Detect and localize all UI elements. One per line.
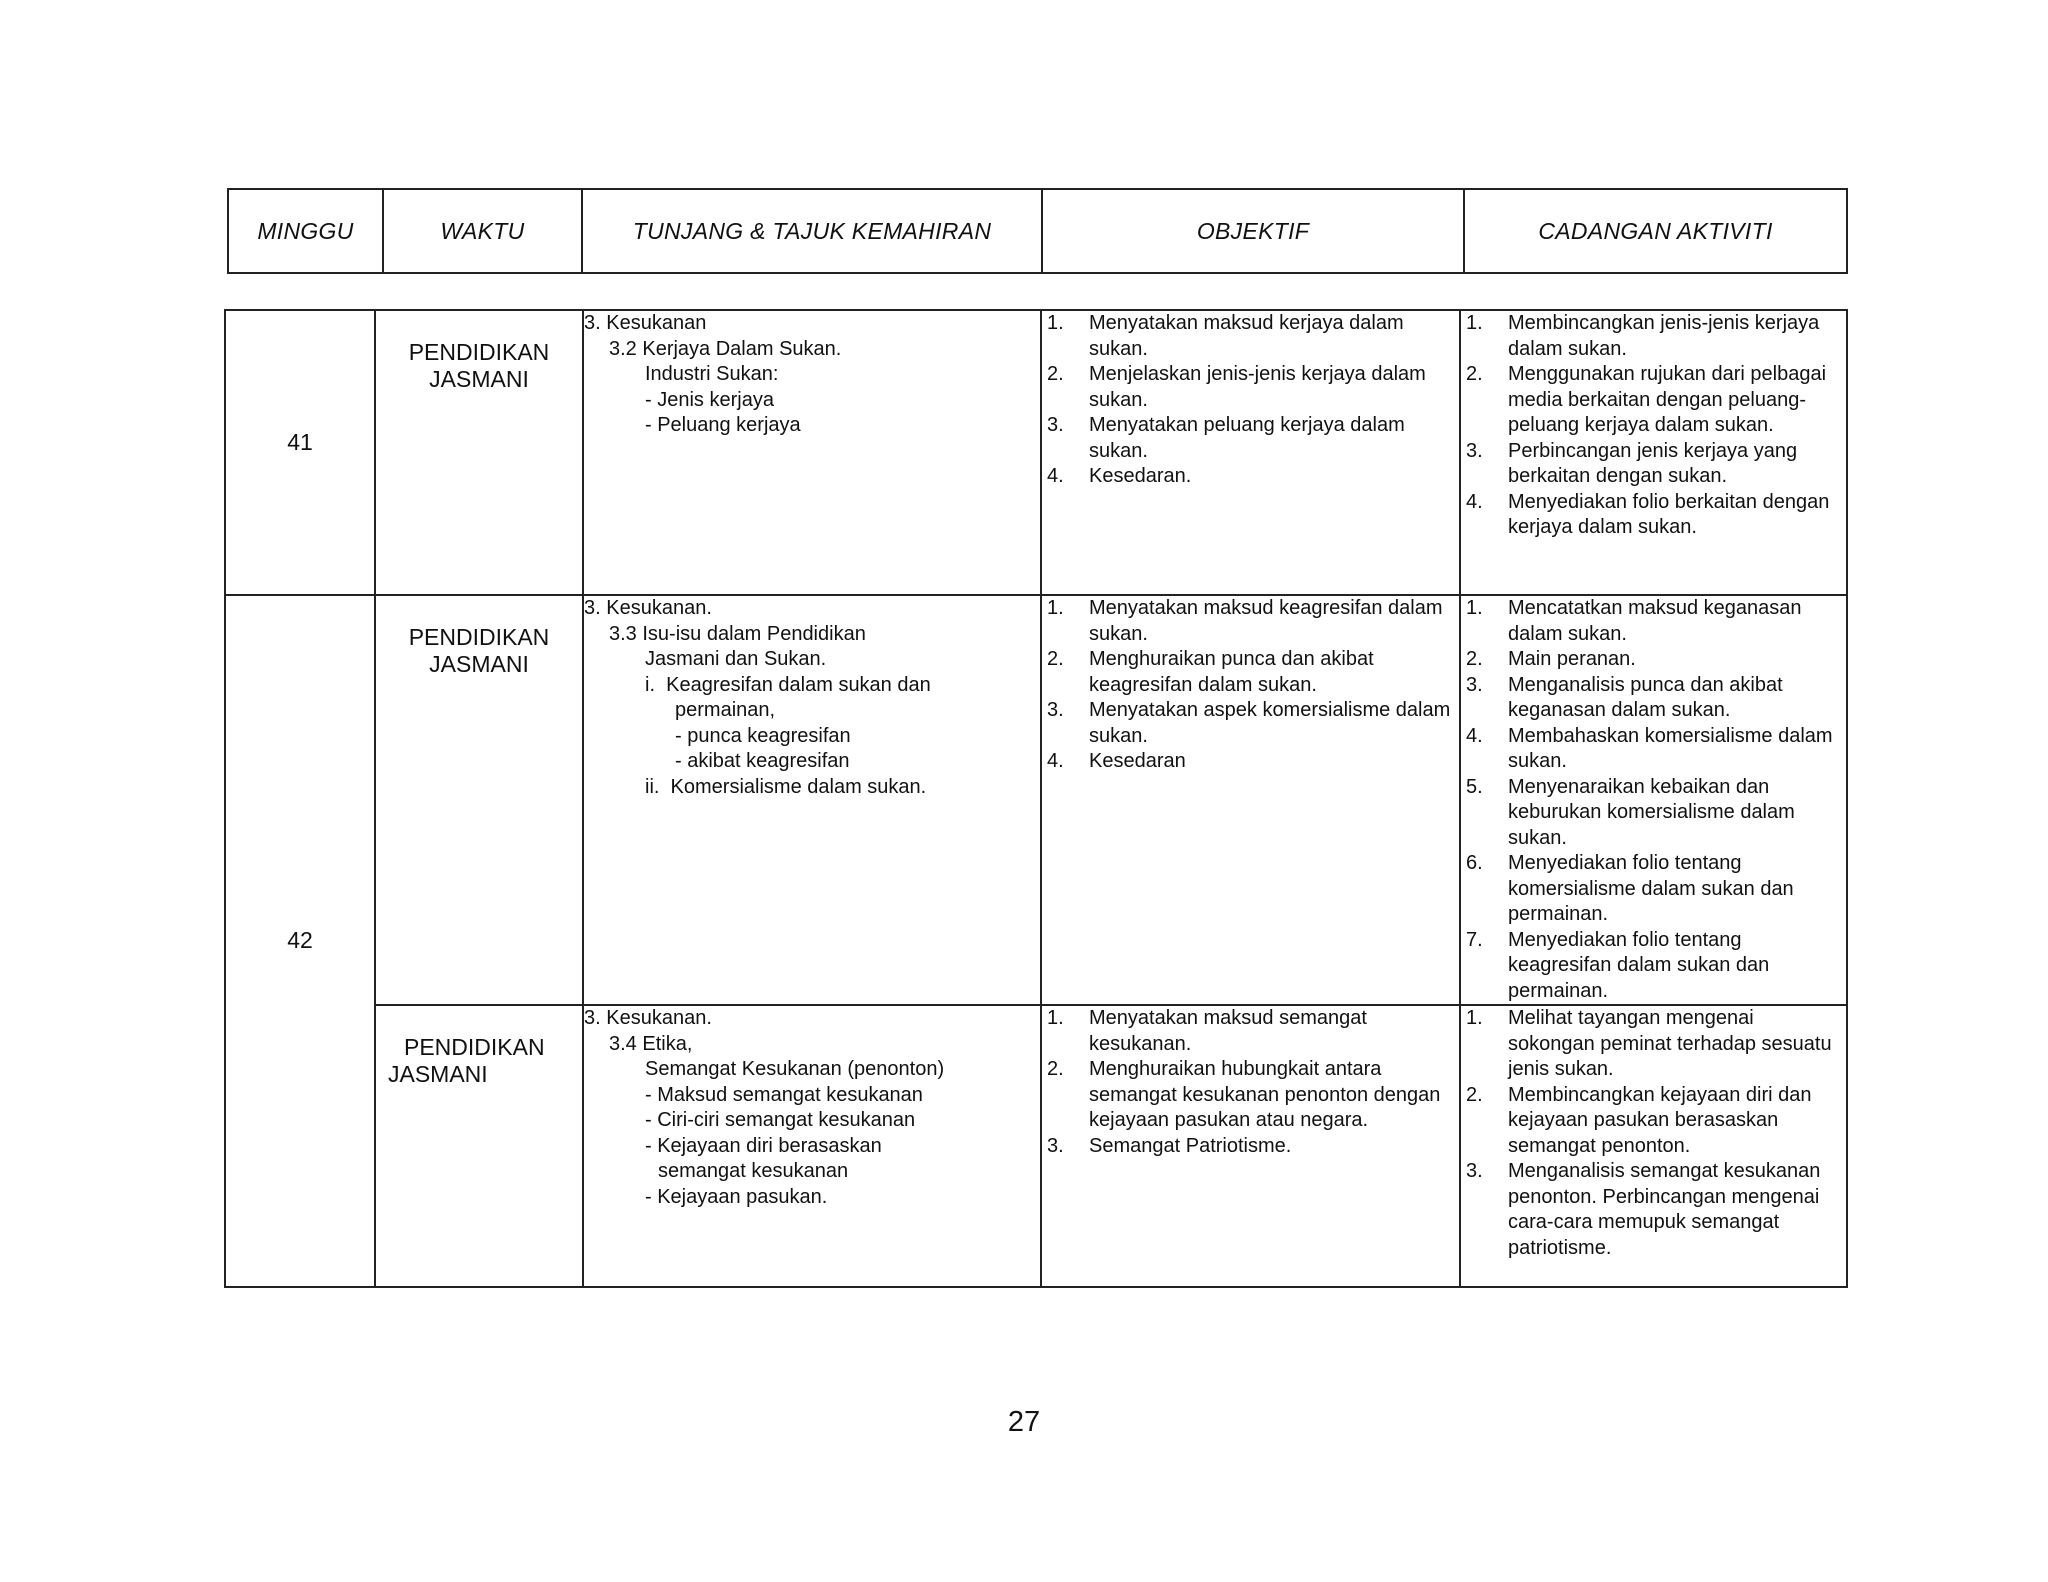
list-item — [1466, 439, 1842, 490]
subject-cell — [375, 595, 583, 1005]
item-number: 6. — [1466, 852, 1483, 874]
subject-line: PENDIDIKAN — [408, 339, 550, 365]
week-cell — [225, 595, 375, 1287]
item-number: 1. — [1047, 1007, 1064, 1029]
tajuk-line: Jasmani dan Sukan. — [645, 648, 827, 670]
item-text: Main peranan. — [1508, 648, 1636, 670]
tajuk-line: - Jenis kerjaya — [645, 388, 774, 411]
list-item — [1466, 1006, 1842, 1083]
tajuk-line: 3. Kesukanan. — [584, 597, 712, 619]
item-number: 7. — [1466, 928, 1483, 951]
week-number: 42 — [287, 927, 313, 954]
list-item — [1047, 311, 1455, 362]
tajuk-line: - punca keagresifan — [675, 724, 851, 747]
item-text: Menyenaraikan kebaikan dan keburukan komersialisme dalam sukan. — [1508, 775, 1795, 849]
list-item — [1466, 362, 1842, 439]
aktiviti-cell — [1460, 595, 1847, 1005]
tajuk-line: Industri Sukan: — [645, 363, 779, 385]
objektif-list — [1042, 596, 1459, 775]
objektif-cell — [1041, 1005, 1460, 1287]
header-table — [227, 188, 1848, 274]
list-item — [1466, 928, 1842, 1005]
table-row — [225, 1005, 1847, 1287]
item-number: 2. — [1466, 1083, 1483, 1106]
item-text: Menjelaskan jenis-jenis kerjaya dalam sukan. — [1089, 363, 1426, 411]
item-number: 1. — [1047, 597, 1064, 619]
subject-line: PENDIDIKAN — [408, 624, 550, 650]
header-row — [228, 189, 1847, 273]
objektif-cell — [1041, 595, 1460, 1005]
item-number: 4. — [1047, 465, 1064, 487]
list-item — [1466, 596, 1842, 647]
item-number: 4. — [1466, 490, 1483, 513]
tajuk-line: - Ciri-ciri semangat kesukanan — [645, 1109, 916, 1131]
tajuk-line: 3.4 Etika, — [609, 1032, 693, 1055]
page-number: 27 — [1007, 1406, 1041, 1438]
item-number: 3. — [1466, 673, 1483, 696]
tajuk-line: - Maksud semangat kesukanan — [645, 1083, 923, 1106]
header-waktu: WAKTU — [383, 189, 582, 273]
tajuk-cell — [583, 310, 1041, 595]
list-item — [1466, 724, 1842, 775]
item-number: 3. — [1047, 414, 1064, 436]
list-item — [1466, 1159, 1842, 1261]
aktiviti-cell — [1460, 310, 1847, 595]
table-row — [225, 595, 1847, 1005]
item-number: 1. — [1047, 312, 1064, 334]
tajuk-line: semangat kesukanan — [658, 1160, 849, 1182]
list-item — [1047, 1057, 1455, 1134]
list-item — [1047, 362, 1455, 413]
tajuk-line: - Kejayaan pasukan. — [645, 1185, 828, 1208]
tajuk-line: Semangat Kesukanan (penonton) — [645, 1058, 945, 1080]
subject-line: JASMANI — [429, 651, 529, 677]
aktiviti-list — [1461, 596, 1846, 1004]
list-item — [1047, 698, 1455, 749]
tajuk-line: permainan, — [675, 699, 776, 721]
subject-line: JASMANI — [388, 1061, 488, 1087]
subject-cell — [375, 310, 583, 595]
list-item — [1466, 775, 1842, 852]
item-number: 2. — [1047, 1058, 1064, 1080]
tajuk-cell — [583, 595, 1041, 1005]
list-item — [1047, 1006, 1455, 1057]
objektif-list — [1042, 311, 1459, 490]
tajuk-line: - akibat keagresifan — [675, 750, 850, 772]
list-item — [1466, 1083, 1842, 1160]
list-item — [1466, 490, 1842, 541]
tajuk-line: 3. Kesukanan — [584, 312, 707, 334]
list-item — [1047, 1134, 1455, 1160]
aktiviti-list — [1461, 1006, 1846, 1261]
item-text: Menyatakan maksud keagresifan dalam sukan. — [1089, 597, 1443, 645]
subject-line: PENDIDIKAN — [404, 1034, 545, 1060]
syllabus-table — [224, 309, 1848, 1288]
tajuk-line: i. Keagresifan dalam sukan dan — [645, 673, 931, 696]
list-item — [1047, 464, 1455, 490]
item-text: Menyediakan folio tentang komersialisme dalam sukan dan permainan. — [1508, 852, 1794, 925]
item-text: Mencatatkan maksud keganasan dalam sukan. — [1508, 597, 1802, 645]
list-item — [1466, 647, 1842, 673]
list-item — [1466, 673, 1842, 724]
objektif-cell — [1041, 310, 1460, 595]
objektif-list — [1042, 1006, 1459, 1159]
item-text: Menyatakan maksud semangat kesukanan. — [1089, 1007, 1367, 1055]
header-objektif: OBJEKTIF — [1042, 189, 1464, 273]
item-number: 3. — [1047, 699, 1064, 721]
list-item — [1466, 851, 1842, 928]
item-number: 2. — [1466, 363, 1483, 385]
item-text: Menggunakan rujukan dari pelbagai media berkaitan dengan peluang-peluang kerjaya dalam sukan. — [1508, 363, 1827, 436]
week-number: 41 — [287, 428, 313, 455]
item-number: 3. — [1466, 439, 1483, 462]
tajuk-line: - Kejayaan diri berasaskan — [645, 1134, 882, 1157]
list-item — [1047, 647, 1455, 698]
item-text: Kesedaran. — [1089, 465, 1192, 487]
item-text: Semangat Patriotisme. — [1089, 1134, 1292, 1157]
tajuk-cell — [583, 1005, 1041, 1287]
item-number: 4. — [1466, 724, 1483, 747]
list-item — [1466, 311, 1842, 362]
item-text: Melihat tayangan mengenai sokongan peminat terhadap sesuatu jenis sukan. — [1508, 1007, 1832, 1080]
tajuk-line: 3.2 Kerjaya Dalam Sukan. — [609, 337, 842, 360]
header-tunjang: TUNJANG & TAJUK KEMAHIRAN — [582, 189, 1042, 273]
aktiviti-list — [1461, 311, 1846, 541]
item-text: Menyatakan maksud kerjaya dalam sukan. — [1089, 312, 1404, 360]
list-item — [1047, 749, 1455, 775]
item-text: Membahaskan komersialisme dalam sukan. — [1508, 724, 1833, 772]
item-number: 2. — [1047, 648, 1064, 670]
tajuk-line: 3.3 Isu-isu dalam Pendidikan — [609, 622, 866, 645]
tajuk-line: ii. Komersialisme dalam sukan. — [645, 775, 927, 798]
item-number: 1. — [1466, 597, 1483, 619]
item-number: 4. — [1047, 750, 1064, 772]
item-number: 3. — [1047, 1134, 1064, 1157]
list-item — [1047, 596, 1455, 647]
tajuk-line: - Peluang kerjaya — [645, 414, 801, 436]
item-text: Membincangkan jenis-jenis kerjaya dalam sukan. — [1508, 312, 1820, 360]
header-minggu: MINGGU — [228, 189, 383, 273]
item-text: Menganalisis semangat kesukanan penonton. Perbincangan mengenai cara-cara memupuk semangat patriotisme. — [1508, 1160, 1821, 1259]
list-item — [1047, 413, 1455, 464]
aktiviti-cell — [1460, 1005, 1847, 1287]
item-text: Menyediakan folio tentang keagresifan dalam sukan dan permainan. — [1508, 928, 1770, 1002]
item-text: Menyatakan aspek komersialisme dalam sukan. — [1089, 699, 1451, 747]
item-text: Perbincangan jenis kerjaya yang berkaitan dengan sukan. — [1508, 439, 1798, 487]
item-number: 2. — [1047, 363, 1064, 385]
item-text: Menyediakan folio berkaitan dengan kerjaya dalam sukan. — [1508, 490, 1830, 538]
tajuk-line: 3. Kesukanan. — [584, 1007, 712, 1029]
subject-cell — [375, 1005, 583, 1287]
item-text: Menghuraikan punca dan akibat keagresifan dalam sukan. — [1089, 648, 1374, 696]
item-text: Menghuraikan hubungkait antara semangat kesukanan penonton dengan kejayaan pasukan atau negara. — [1089, 1058, 1441, 1131]
item-number: 1. — [1466, 312, 1483, 334]
subject-line: JASMANI — [429, 366, 529, 392]
item-number: 5. — [1466, 775, 1483, 798]
item-number: 2. — [1466, 648, 1483, 670]
item-text: Membincangkan kejayaan diri dan kejayaan pasukan berasaskan semangat penonton. — [1508, 1083, 1812, 1157]
item-number: 1. — [1466, 1007, 1483, 1029]
item-text: Kesedaran — [1089, 750, 1186, 772]
table-row — [225, 310, 1847, 595]
item-text: Menganalisis punca dan akibat keganasan dalam sukan. — [1508, 673, 1783, 721]
week-cell — [225, 310, 375, 595]
item-text: Menyatakan peluang kerjaya dalam sukan. — [1089, 414, 1405, 462]
item-number: 3. — [1466, 1160, 1483, 1182]
header-cadangan: CADANGAN AKTIVITI — [1464, 189, 1847, 273]
